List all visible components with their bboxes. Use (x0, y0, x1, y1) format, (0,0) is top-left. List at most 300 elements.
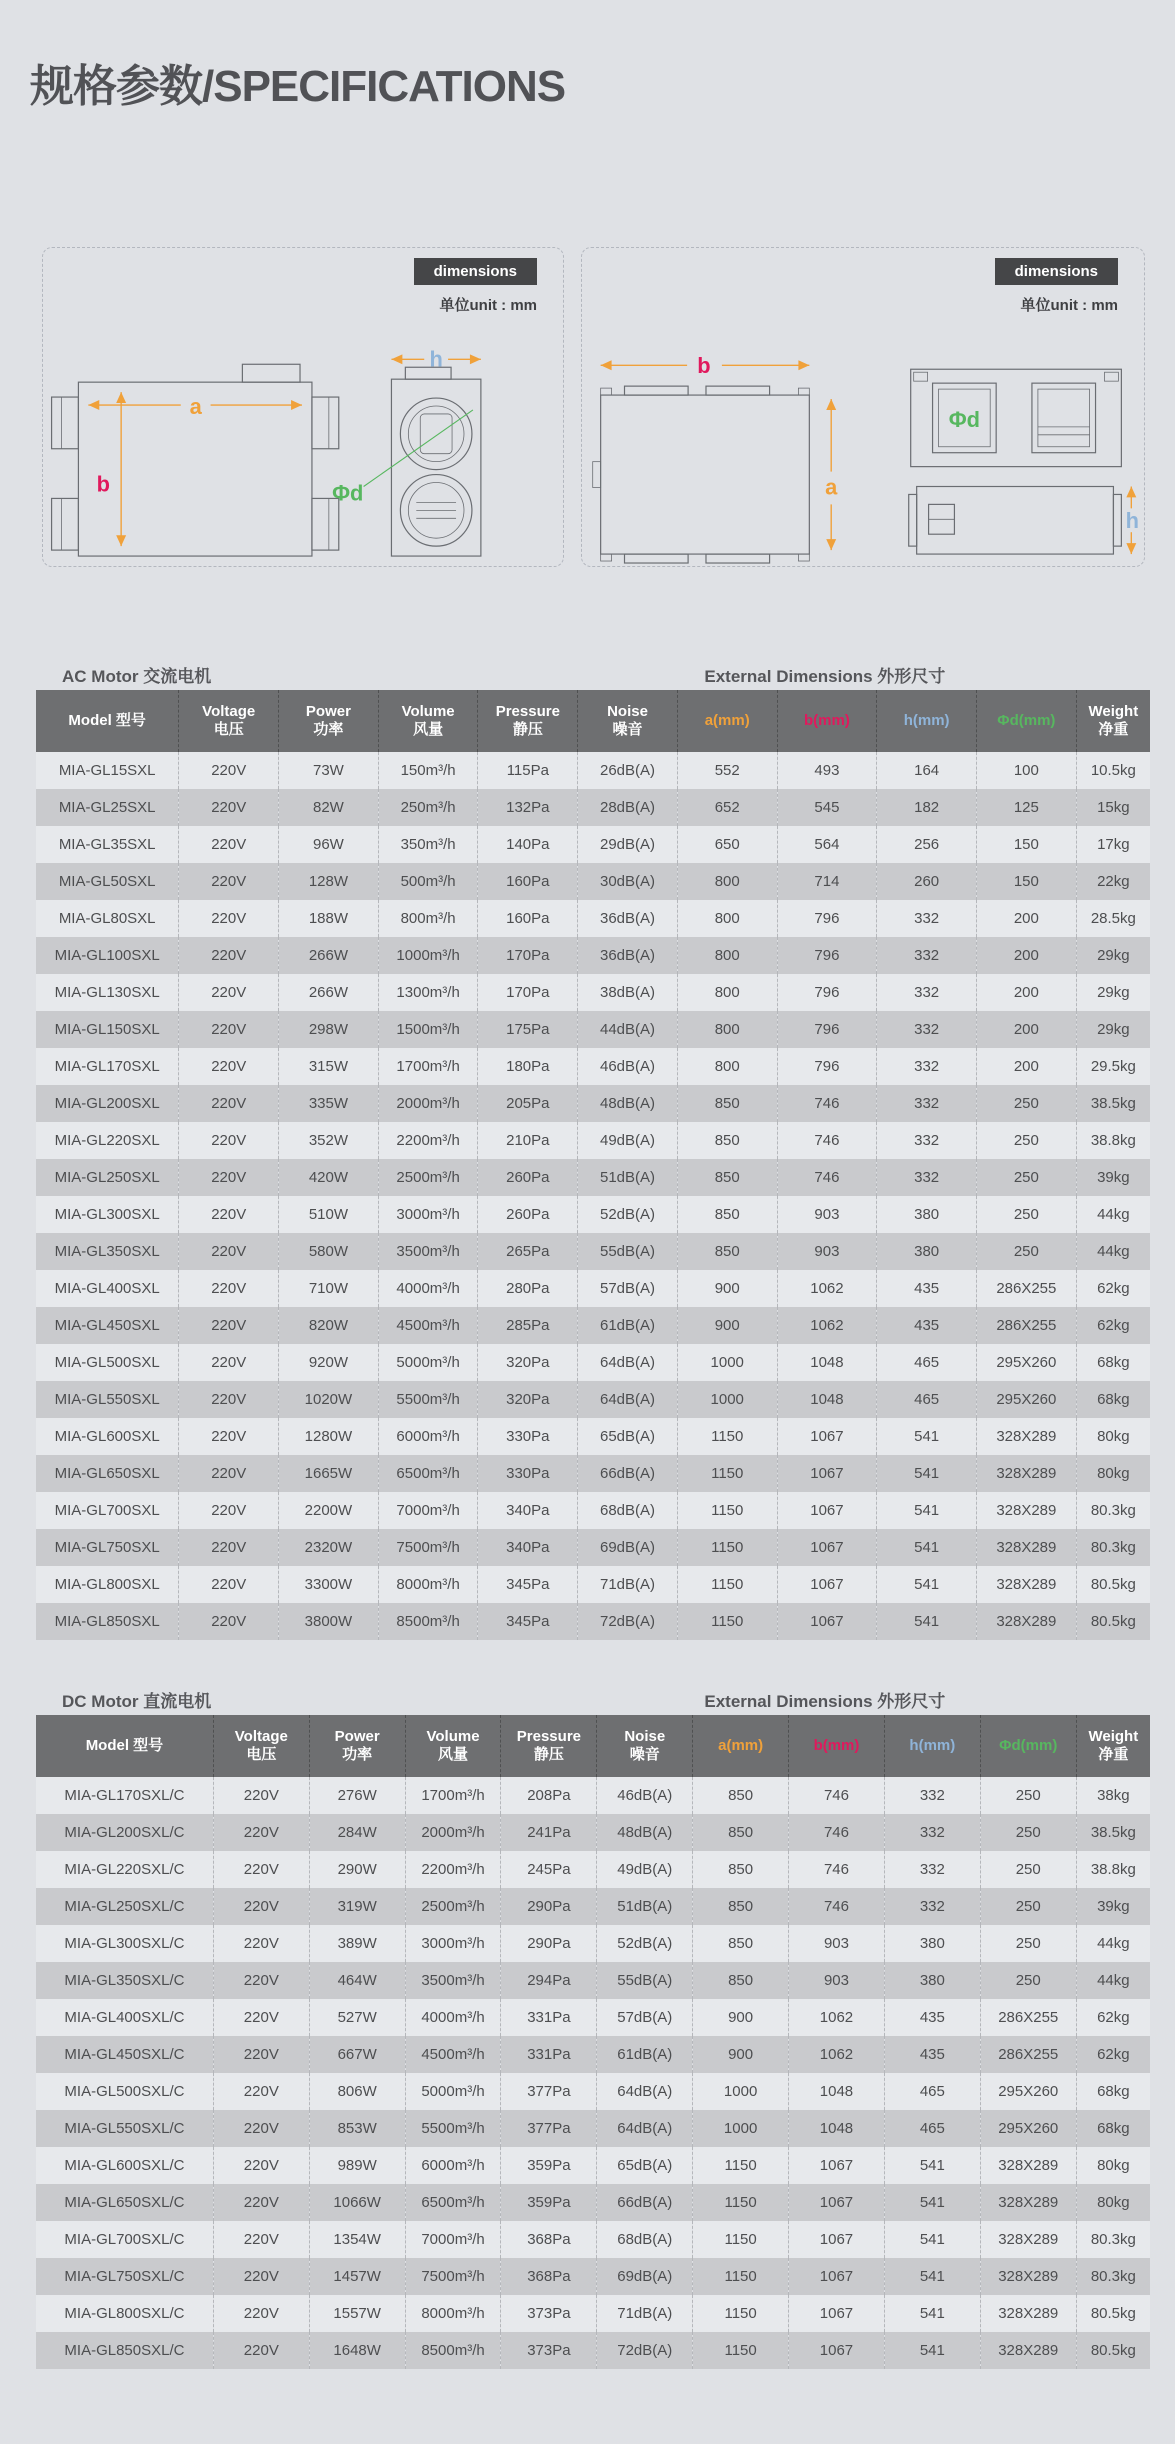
value-cell-h: 435 (884, 1999, 980, 2036)
spec-row-MIA-GL650SXL/C (36, 2184, 1150, 2221)
value-cell-d: 250 (980, 1888, 1076, 1925)
model-cell: MIA-GL650SXL (36, 1455, 179, 1492)
spec-row-MIA-GL300SXL (36, 1196, 1150, 1233)
value-cell-b: 545 (777, 789, 877, 826)
model-cell: MIA-GL300SXL/C (36, 1925, 213, 1962)
value-cell-h: 332 (877, 974, 977, 1011)
spec-row-MIA-GL250SXL (36, 1159, 1150, 1196)
value-cell-d: 328X289 (980, 2258, 1076, 2295)
value-cell-power: 420W (279, 1159, 379, 1196)
value-cell-volume: 4000m³/h (378, 1270, 478, 1307)
dim-label-d: Φd (948, 406, 981, 432)
dim-label-a: a (825, 474, 838, 500)
dimensions-badge: dimensions (995, 258, 1118, 285)
value-cell-power: 3800W (279, 1603, 379, 1640)
value-cell-volume: 8000m³/h (378, 1566, 478, 1603)
value-cell-b: 1067 (777, 1418, 877, 1455)
value-cell-d: 250 (980, 1851, 1076, 1888)
value-cell-h: 182 (877, 789, 977, 826)
value-cell-weight: 44kg (1076, 1233, 1150, 1270)
value-cell-pressure: 132Pa (478, 789, 578, 826)
value-cell-d: 250 (976, 1122, 1076, 1159)
model-cell: MIA-GL300SXL (36, 1196, 179, 1233)
value-cell-volume: 2500m³/h (378, 1159, 478, 1196)
dim-label-d: Φd (332, 480, 364, 506)
value-cell-voltage: 220V (179, 974, 279, 1011)
ac-motor-spec-table (36, 690, 1150, 1640)
value-cell-b: 1067 (789, 2332, 885, 2369)
value-cell-weight: 62kg (1076, 1307, 1150, 1344)
value-cell-volume: 7000m³/h (405, 2221, 501, 2258)
value-cell-power: 667W (309, 2036, 405, 2073)
value-cell-weight: 29.5kg (1076, 1048, 1150, 1085)
value-cell-d: 250 (976, 1159, 1076, 1196)
value-cell-a: 800 (677, 900, 777, 937)
value-cell-a: 800 (677, 863, 777, 900)
value-cell-d: 250 (980, 1962, 1076, 1999)
value-cell-volume: 350m³/h (378, 826, 478, 863)
value-cell-power: 290W (309, 1851, 405, 1888)
value-cell-weight: 80.3kg (1076, 1492, 1150, 1529)
model-cell: MIA-GL130SXL (36, 974, 179, 1011)
value-cell-power: 820W (279, 1307, 379, 1344)
value-cell-power: 3300W (279, 1566, 379, 1603)
ac-motor-section (36, 662, 1150, 1640)
value-cell-b: 796 (777, 1048, 877, 1085)
value-cell-weight: 38.8kg (1076, 1122, 1150, 1159)
value-cell-noise: 64dB(A) (578, 1344, 678, 1381)
value-cell-weight: 80.5kg (1076, 1603, 1150, 1640)
value-cell-volume: 2200m³/h (405, 1851, 501, 1888)
model-cell: MIA-GL250SXL/C (36, 1888, 213, 1925)
value-cell-pressure: 265Pa (478, 1233, 578, 1270)
value-cell-noise: 66dB(A) (578, 1455, 678, 1492)
value-cell-weight: 44kg (1076, 1196, 1150, 1233)
ac-motor-label: AC Motor 交流电机 (62, 667, 212, 686)
value-cell-weight: 68kg (1076, 2110, 1150, 2147)
value-cell-weight: 38kg (1076, 1777, 1150, 1814)
value-cell-noise: 69dB(A) (597, 2258, 693, 2295)
value-cell-noise: 55dB(A) (578, 1233, 678, 1270)
value-cell-d: 295X260 (976, 1344, 1076, 1381)
value-cell-h: 541 (884, 2147, 980, 2184)
value-cell-b: 796 (777, 1011, 877, 1048)
value-cell-voltage: 220V (213, 1999, 309, 2036)
spec-row-MIA-GL850SXL (36, 1603, 1150, 1640)
value-cell-noise: 57dB(A) (578, 1270, 678, 1307)
value-cell-pressure: 368Pa (501, 2258, 597, 2295)
value-cell-pressure: 208Pa (501, 1777, 597, 1814)
value-cell-weight: 68kg (1076, 1344, 1150, 1381)
spec-row-MIA-GL450SXL/C (36, 2036, 1150, 2073)
value-cell-volume: 8500m³/h (405, 2332, 501, 2369)
value-cell-voltage: 220V (179, 826, 279, 863)
model-cell: MIA-GL800SXL/C (36, 2295, 213, 2332)
value-cell-power: 1020W (279, 1381, 379, 1418)
value-cell-noise: 29dB(A) (578, 826, 678, 863)
value-cell-volume: 5500m³/h (405, 2110, 501, 2147)
value-cell-noise: 66dB(A) (597, 2184, 693, 2221)
value-cell-pressure: 245Pa (501, 1851, 597, 1888)
value-cell-h: 541 (877, 1455, 977, 1492)
value-cell-b: 1067 (777, 1529, 877, 1566)
spec-row-MIA-GL35SXL (36, 826, 1150, 863)
spec-row-MIA-GL500SXL/C (36, 2073, 1150, 2110)
value-cell-h: 541 (884, 2221, 980, 2258)
unit-label: 单位unit : mm (439, 297, 537, 314)
column-header-noise: Noise 噪音 (597, 1715, 693, 1777)
ac-section-header (36, 662, 1150, 690)
value-cell-b: 1048 (777, 1381, 877, 1418)
value-cell-noise: 64dB(A) (597, 2073, 693, 2110)
value-cell-a: 850 (693, 1777, 789, 1814)
value-cell-weight: 10.5kg (1076, 752, 1150, 789)
value-cell-power: 853W (309, 2110, 405, 2147)
column-header-voltage: Voltage 电压 (213, 1715, 309, 1777)
value-cell-h: 332 (884, 1814, 980, 1851)
value-cell-pressure: 320Pa (478, 1344, 578, 1381)
model-cell: MIA-GL500SXL (36, 1344, 179, 1381)
value-cell-voltage: 220V (179, 900, 279, 937)
value-cell-power: 73W (279, 752, 379, 789)
value-cell-weight: 38.5kg (1076, 1085, 1150, 1122)
value-cell-power: 806W (309, 2073, 405, 2110)
model-cell: MIA-GL50SXL (36, 863, 179, 900)
model-cell: MIA-GL600SXL/C (36, 2147, 213, 2184)
column-header-voltage: Voltage 电压 (179, 690, 279, 752)
value-cell-noise: 49dB(A) (578, 1122, 678, 1159)
value-cell-b: 746 (789, 1851, 885, 1888)
value-cell-noise: 36dB(A) (578, 900, 678, 937)
model-cell: MIA-GL700SXL (36, 1492, 179, 1529)
value-cell-weight: 39kg (1076, 1888, 1150, 1925)
value-cell-voltage: 220V (179, 1122, 279, 1159)
value-cell-h: 332 (877, 1122, 977, 1159)
column-header-model: Model 型号 (36, 690, 179, 752)
value-cell-voltage: 220V (179, 1085, 279, 1122)
value-cell-pressure: 115Pa (478, 752, 578, 789)
value-cell-voltage: 220V (213, 1851, 309, 1888)
value-cell-pressure: 331Pa (501, 2036, 597, 2073)
value-cell-d: 328X289 (980, 2221, 1076, 2258)
value-cell-a: 800 (677, 1011, 777, 1048)
value-cell-pressure: 260Pa (478, 1196, 578, 1233)
value-cell-h: 332 (884, 1777, 980, 1814)
value-cell-a: 1150 (677, 1492, 777, 1529)
value-cell-b: 903 (789, 1925, 885, 1962)
dim-label-b: b (96, 471, 110, 497)
value-cell-pressure: 180Pa (478, 1048, 578, 1085)
dimension-diagram-panel-left (42, 247, 564, 567)
value-cell-d: 295X260 (976, 1381, 1076, 1418)
value-cell-weight: 80.3kg (1076, 1529, 1150, 1566)
column-header-model: Model 型号 (36, 1715, 213, 1777)
value-cell-voltage: 220V (213, 2110, 309, 2147)
value-cell-power: 188W (279, 900, 379, 937)
column-header-weight: Weight 净重 (1076, 690, 1150, 752)
value-cell-power: 96W (279, 826, 379, 863)
value-cell-b: 796 (777, 937, 877, 974)
value-cell-power: 1354W (309, 2221, 405, 2258)
value-cell-a: 1150 (693, 2295, 789, 2332)
value-cell-d: 150 (976, 826, 1076, 863)
value-cell-noise: 44dB(A) (578, 1011, 678, 1048)
value-cell-d: 328X289 (980, 2295, 1076, 2332)
value-cell-pressure: 290Pa (501, 1925, 597, 1962)
value-cell-weight: 38.5kg (1076, 1814, 1150, 1851)
value-cell-d: 286X255 (976, 1307, 1076, 1344)
value-cell-b: 714 (777, 863, 877, 900)
value-cell-b: 796 (777, 974, 877, 1011)
column-header-b: b(mm) (777, 690, 877, 752)
value-cell-pressure: 210Pa (478, 1122, 578, 1159)
value-cell-weight: 15kg (1076, 789, 1150, 826)
value-cell-a: 850 (693, 1962, 789, 1999)
value-cell-b: 746 (777, 1085, 877, 1122)
spec-row-MIA-GL150SXL (36, 1011, 1150, 1048)
value-cell-h: 380 (884, 1962, 980, 1999)
value-cell-voltage: 220V (179, 789, 279, 826)
model-cell: MIA-GL400SXL/C (36, 1999, 213, 2036)
value-cell-noise: 49dB(A) (597, 1851, 693, 1888)
column-header-power: Power 功率 (309, 1715, 405, 1777)
column-header-a: a(mm) (677, 690, 777, 752)
model-cell: MIA-GL600SXL (36, 1418, 179, 1455)
value-cell-h: 465 (884, 2073, 980, 2110)
value-cell-noise: 52dB(A) (578, 1196, 678, 1233)
value-cell-volume: 3000m³/h (378, 1196, 478, 1233)
model-cell: MIA-GL750SXL/C (36, 2258, 213, 2295)
value-cell-power: 128W (279, 863, 379, 900)
value-cell-power: 276W (309, 1777, 405, 1814)
value-cell-noise: 71dB(A) (597, 2295, 693, 2332)
value-cell-weight: 68kg (1076, 2073, 1150, 2110)
value-cell-a: 900 (677, 1270, 777, 1307)
header-row (36, 690, 1150, 752)
value-cell-weight: 80.5kg (1076, 2332, 1150, 2369)
model-cell: MIA-GL450SXL/C (36, 2036, 213, 2073)
value-cell-h: 332 (877, 1085, 977, 1122)
value-cell-noise: 71dB(A) (578, 1566, 678, 1603)
value-cell-pressure: 377Pa (501, 2110, 597, 2147)
dc-motor-section (36, 1687, 1150, 2369)
value-cell-a: 900 (693, 1999, 789, 2036)
value-cell-a: 552 (677, 752, 777, 789)
spec-row-MIA-GL350SXL/C (36, 1962, 1150, 1999)
value-cell-pressure: 160Pa (478, 900, 578, 937)
value-cell-volume: 6500m³/h (405, 2184, 501, 2221)
value-cell-d: 328X289 (980, 2147, 1076, 2184)
spec-row-MIA-GL700SXL/C (36, 2221, 1150, 2258)
value-cell-h: 164 (877, 752, 977, 789)
value-cell-pressure: 241Pa (501, 1814, 597, 1851)
value-cell-noise: 72dB(A) (597, 2332, 693, 2369)
dimensions-badge: dimensions (414, 258, 537, 285)
value-cell-weight: 80.3kg (1076, 2221, 1150, 2258)
value-cell-pressure: 359Pa (501, 2184, 597, 2221)
value-cell-power: 319W (309, 1888, 405, 1925)
value-cell-voltage: 220V (213, 2258, 309, 2295)
value-cell-pressure: 331Pa (501, 1999, 597, 2036)
value-cell-noise: 51dB(A) (578, 1159, 678, 1196)
value-cell-voltage: 220V (179, 1455, 279, 1492)
value-cell-voltage: 220V (213, 1925, 309, 1962)
value-cell-pressure: 345Pa (478, 1603, 578, 1640)
value-cell-d: 328X289 (976, 1492, 1076, 1529)
dim-label-b: b (697, 353, 711, 379)
value-cell-pressure: 260Pa (478, 1159, 578, 1196)
value-cell-noise: 65dB(A) (597, 2147, 693, 2184)
value-cell-a: 850 (693, 1925, 789, 1962)
value-cell-b: 903 (789, 1962, 885, 1999)
value-cell-weight: 80kg (1076, 2184, 1150, 2221)
value-cell-power: 920W (279, 1344, 379, 1381)
value-cell-volume: 2500m³/h (405, 1888, 501, 1925)
model-cell: MIA-GL200SXL (36, 1085, 179, 1122)
value-cell-weight: 17kg (1076, 826, 1150, 863)
value-cell-d: 250 (976, 1196, 1076, 1233)
value-cell-pressure: 140Pa (478, 826, 578, 863)
value-cell-d: 200 (976, 974, 1076, 1011)
header-row (36, 1715, 1150, 1777)
value-cell-a: 1150 (677, 1529, 777, 1566)
value-cell-pressure: 170Pa (478, 974, 578, 1011)
spec-row-MIA-GL400SXL (36, 1270, 1150, 1307)
value-cell-h: 435 (877, 1307, 977, 1344)
spec-row-MIA-GL250SXL/C (36, 1888, 1150, 1925)
model-cell: MIA-GL750SXL (36, 1529, 179, 1566)
value-cell-a: 1150 (677, 1566, 777, 1603)
value-cell-weight: 80kg (1076, 1418, 1150, 1455)
value-cell-d: 100 (976, 752, 1076, 789)
dim-label-h: h (429, 346, 443, 372)
value-cell-weight: 44kg (1076, 1962, 1150, 1999)
value-cell-noise: 64dB(A) (597, 2110, 693, 2147)
spec-row-MIA-GL600SXL (36, 1418, 1150, 1455)
dc-section-header (36, 1687, 1150, 1715)
value-cell-d: 250 (976, 1085, 1076, 1122)
value-cell-pressure: 320Pa (478, 1381, 578, 1418)
value-cell-h: 332 (877, 937, 977, 974)
value-cell-power: 1665W (279, 1455, 379, 1492)
value-cell-voltage: 220V (179, 1196, 279, 1233)
value-cell-volume: 7000m³/h (378, 1492, 478, 1529)
model-cell: MIA-GL400SXL (36, 1270, 179, 1307)
value-cell-power: 464W (309, 1962, 405, 1999)
value-cell-power: 82W (279, 789, 379, 826)
value-cell-b: 1062 (789, 2036, 885, 2073)
value-cell-b: 1048 (789, 2073, 885, 2110)
value-cell-pressure: 368Pa (501, 2221, 597, 2258)
spec-row-MIA-GL850SXL/C (36, 2332, 1150, 2369)
value-cell-weight: 29kg (1076, 974, 1150, 1011)
value-cell-d: 200 (976, 1011, 1076, 1048)
model-cell: MIA-GL80SXL (36, 900, 179, 937)
value-cell-noise: 61dB(A) (597, 2036, 693, 2073)
value-cell-h: 332 (877, 900, 977, 937)
spec-row-MIA-GL750SXL (36, 1529, 1150, 1566)
value-cell-h: 541 (884, 2332, 980, 2369)
value-cell-a: 1150 (677, 1418, 777, 1455)
value-cell-noise: 48dB(A) (578, 1085, 678, 1122)
value-cell-d: 125 (976, 789, 1076, 826)
value-cell-voltage: 220V (213, 1777, 309, 1814)
value-cell-noise: 48dB(A) (597, 1814, 693, 1851)
value-cell-power: 266W (279, 974, 379, 1011)
value-cell-volume: 5000m³/h (378, 1344, 478, 1381)
value-cell-pressure: 345Pa (478, 1566, 578, 1603)
value-cell-b: 796 (777, 900, 877, 937)
value-cell-h: 541 (877, 1492, 977, 1529)
value-cell-h: 541 (877, 1566, 977, 1603)
spec-row-MIA-GL500SXL (36, 1344, 1150, 1381)
value-cell-a: 650 (677, 826, 777, 863)
value-cell-h: 465 (877, 1381, 977, 1418)
value-cell-b: 493 (777, 752, 877, 789)
value-cell-a: 1150 (693, 2147, 789, 2184)
value-cell-power: 710W (279, 1270, 379, 1307)
value-cell-volume: 7500m³/h (405, 2258, 501, 2295)
spec-row-MIA-GL25SXL (36, 789, 1150, 826)
value-cell-volume: 8500m³/h (378, 1603, 478, 1640)
value-cell-a: 850 (677, 1159, 777, 1196)
model-cell: MIA-GL150SXL (36, 1011, 179, 1048)
value-cell-noise: 65dB(A) (578, 1418, 678, 1455)
value-cell-volume: 5500m³/h (378, 1381, 478, 1418)
value-cell-pressure: 205Pa (478, 1085, 578, 1122)
value-cell-power: 389W (309, 1925, 405, 1962)
value-cell-voltage: 220V (179, 1344, 279, 1381)
value-cell-power: 510W (279, 1196, 379, 1233)
spec-row-MIA-GL550SXL/C (36, 2110, 1150, 2147)
dimension-diagram-panel-right (581, 247, 1145, 567)
value-cell-a: 1000 (677, 1344, 777, 1381)
value-cell-b: 1062 (777, 1270, 877, 1307)
column-header-pressure: Pressure 静压 (501, 1715, 597, 1777)
column-header-noise: Noise 噪音 (578, 690, 678, 752)
value-cell-h: 465 (877, 1344, 977, 1381)
dim-label-a: a (189, 393, 202, 419)
value-cell-power: 315W (279, 1048, 379, 1085)
model-cell: MIA-GL450SXL (36, 1307, 179, 1344)
value-cell-volume: 800m³/h (378, 900, 478, 937)
value-cell-power: 1648W (309, 2332, 405, 2369)
value-cell-h: 380 (884, 1925, 980, 1962)
value-cell-noise: 68dB(A) (597, 2221, 693, 2258)
value-cell-weight: 80kg (1076, 2147, 1150, 2184)
value-cell-power: 1066W (309, 2184, 405, 2221)
value-cell-noise: 55dB(A) (597, 1962, 693, 1999)
value-cell-noise: 38dB(A) (578, 974, 678, 1011)
value-cell-weight: 62kg (1076, 2036, 1150, 2073)
value-cell-a: 1150 (693, 2258, 789, 2295)
value-cell-volume: 4000m³/h (405, 1999, 501, 2036)
value-cell-b: 903 (777, 1233, 877, 1270)
value-cell-pressure: 377Pa (501, 2073, 597, 2110)
value-cell-d: 295X260 (980, 2110, 1076, 2147)
dc-motor-label: DC Motor 直流电机 (62, 1692, 212, 1711)
value-cell-noise: 46dB(A) (578, 1048, 678, 1085)
value-cell-pressure: 330Pa (478, 1455, 578, 1492)
value-cell-a: 900 (693, 2036, 789, 2073)
value-cell-volume: 3500m³/h (405, 1962, 501, 1999)
value-cell-a: 800 (677, 1048, 777, 1085)
value-cell-a: 1000 (677, 1381, 777, 1418)
value-cell-weight: 68kg (1076, 1381, 1150, 1418)
value-cell-voltage: 220V (179, 1381, 279, 1418)
value-cell-volume: 3000m³/h (405, 1925, 501, 1962)
value-cell-b: 1067 (777, 1566, 877, 1603)
